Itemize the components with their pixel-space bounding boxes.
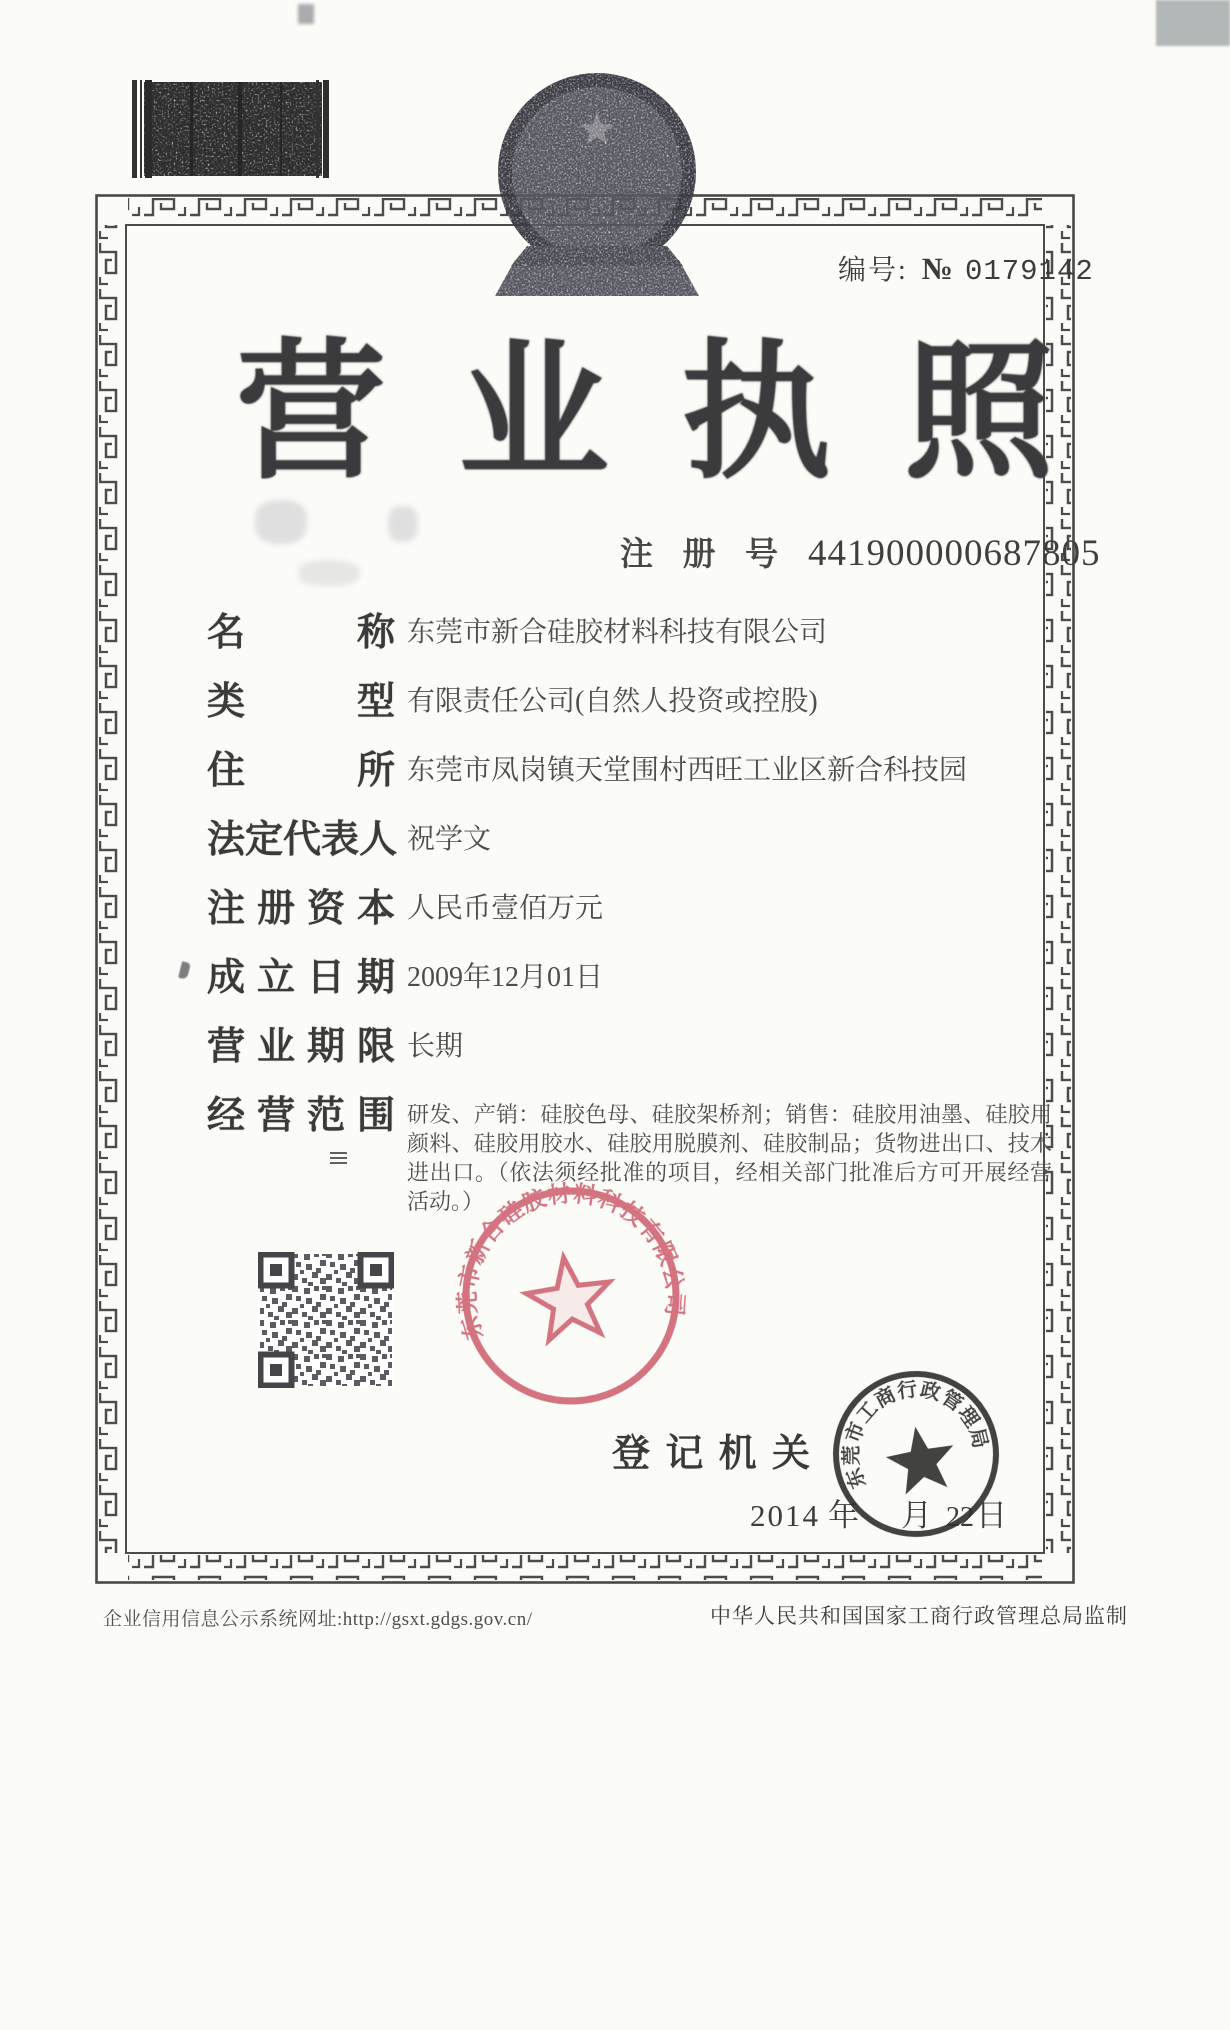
field-label: 住 所 bbox=[207, 750, 395, 792]
license-title: 营 业 执 照 bbox=[236, 328, 1054, 496]
field-value: 东莞市新合硅胶材料科技有限公司 bbox=[407, 617, 828, 648]
date-year-unit: 年 bbox=[828, 1498, 859, 1533]
field-value: 研发、产销：硅胶色母、硅胶架桥剂；销售：硅胶用油墨、硅胶用颜料、硅胶用胶水、硅胶用脱膜剂、硅胶制品；货物进出口、技术进出口。（依法须经批准的项目，经相关部门批准后方可开展经营活动。） bbox=[407, 1102, 1052, 1214]
company-seal-star bbox=[522, 1252, 616, 1342]
field-row-established bbox=[207, 957, 1052, 999]
footer-issuing-authority: 中华人民共和国国家工商行政管理总局监制 bbox=[710, 1604, 1128, 1628]
field-label: 注 册 资 本 bbox=[207, 888, 395, 930]
date-month-unit: 月 bbox=[901, 1498, 932, 1533]
field-row-capital bbox=[207, 888, 1052, 930]
serial-label: 编号: bbox=[838, 255, 908, 286]
field-value: 2009年12月01日 bbox=[407, 962, 604, 993]
field-value: 有限责任公司(自然人投资或控股) bbox=[407, 686, 818, 717]
serial-number-line bbox=[838, 248, 1094, 288]
field-label: 经 营 范 围 bbox=[207, 1095, 395, 1137]
scan-speck bbox=[298, 4, 314, 24]
field-value: 祝学文 bbox=[407, 824, 492, 855]
field-value: 长期 bbox=[407, 1031, 464, 1062]
registration-label: 注 册 号 bbox=[620, 537, 778, 573]
national-emblem bbox=[487, 70, 707, 302]
field-row-legal-rep bbox=[207, 819, 1052, 861]
license-fields bbox=[207, 612, 1052, 1243]
field-label: 法 定 代 表 人 bbox=[207, 819, 398, 861]
date-day: 22 bbox=[946, 1502, 974, 1533]
registry-seal bbox=[816, 1354, 1015, 1553]
date-year: 2014 bbox=[750, 1498, 820, 1533]
field-label: 名 称 bbox=[207, 612, 395, 654]
registration-number-line bbox=[620, 528, 1101, 575]
qr-finder-top-left bbox=[261, 1255, 292, 1286]
qr-finder-bottom-left bbox=[261, 1355, 292, 1386]
barcode bbox=[130, 72, 335, 185]
qr-code bbox=[258, 1252, 394, 1388]
field-label: 成 立 日 期 bbox=[207, 957, 395, 999]
registration-digits: 441900000687805 bbox=[808, 533, 1101, 574]
registry-seal-star bbox=[882, 1421, 961, 1497]
field-row-address bbox=[207, 750, 1052, 792]
qr-finder-top-right bbox=[361, 1255, 392, 1286]
field-value: 人民币壹佰万元 bbox=[407, 893, 604, 924]
numero-sign: № bbox=[921, 251, 955, 286]
registrar-label: 登 记 机 关 bbox=[612, 1433, 810, 1475]
company-seal bbox=[439, 1164, 703, 1428]
field-row-type bbox=[207, 681, 1052, 723]
date-day-unit: 日 bbox=[976, 1498, 1007, 1533]
field-label: 营 业 期 限 bbox=[207, 1026, 395, 1068]
serial-digits: 0179142 bbox=[964, 255, 1094, 288]
registry-seal-text: 东莞市工商行政管理局 bbox=[840, 1378, 992, 1492]
footer-public-info-url: 企业信用信息公示系统网址:http://gsxt.gdgs.gov.cn/ bbox=[103, 1609, 533, 1630]
company-seal-text: 东莞市新合硅胶材料科技有限公司 bbox=[454, 1180, 688, 1343]
field-label: 类 型 bbox=[207, 681, 395, 723]
scan-corner-shade bbox=[1156, 0, 1230, 46]
field-value: 东莞市凤岗镇天堂围村西旺工业区新合科技园 bbox=[407, 755, 968, 786]
field-row-name bbox=[207, 612, 1052, 654]
field-row-term bbox=[207, 1026, 1052, 1068]
